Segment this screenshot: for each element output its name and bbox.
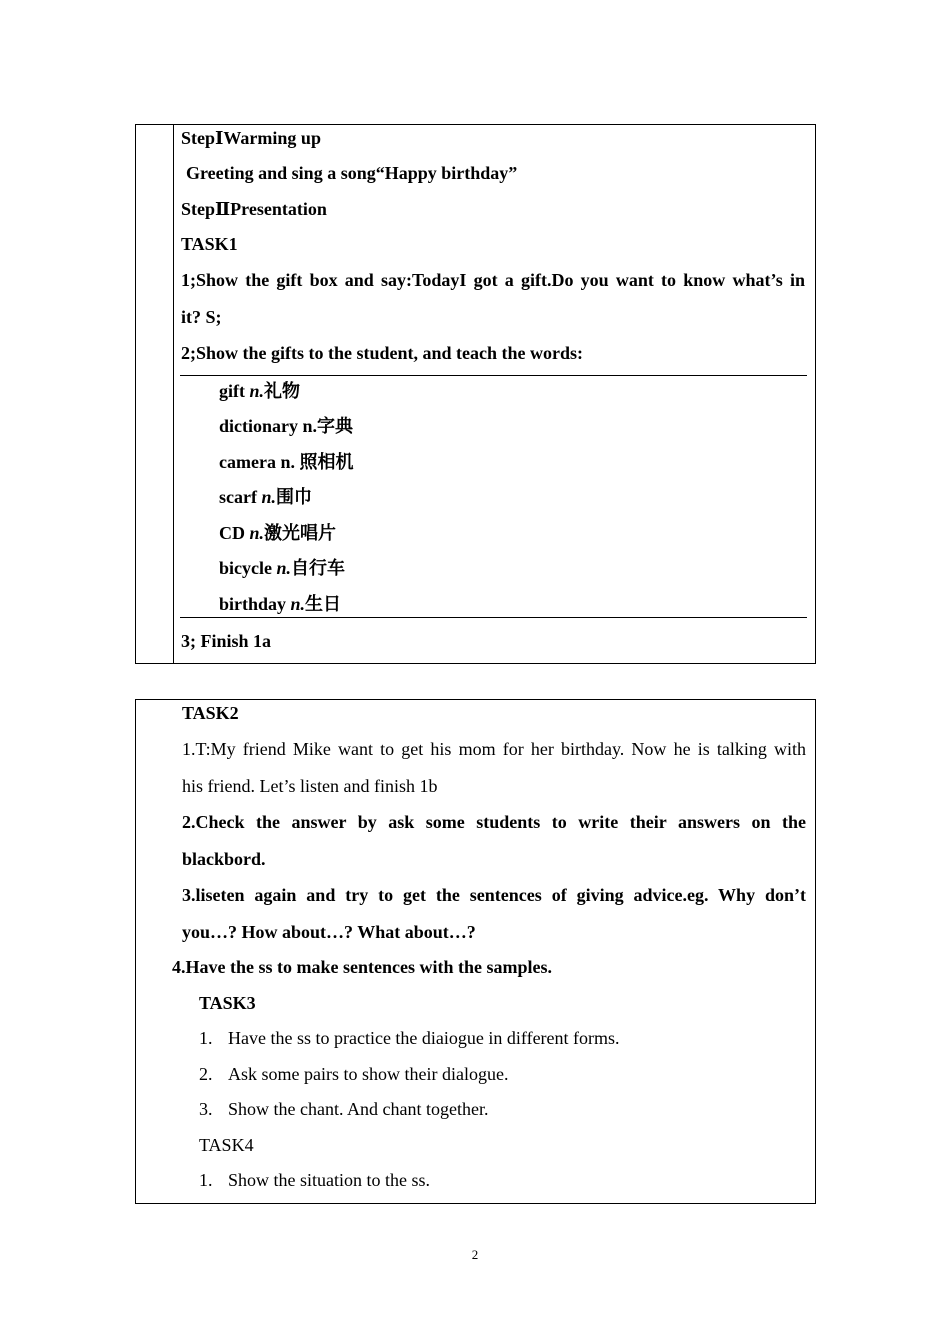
task1-item3: 3; Finish 1a: [181, 631, 272, 651]
task3-heading: TASK3: [199, 993, 256, 1013]
list-item: 3. Show the chant. And chant together.: [199, 1099, 489, 1119]
vocab-item: CD n.激光唱片: [219, 523, 337, 543]
vocab-top-rule: [180, 375, 807, 376]
step1-title: StepⅠWarming up: [181, 128, 321, 148]
task2-heading: TASK2: [182, 703, 239, 723]
task2-p4: 4.Have the ss to make sentences with the samples.: [172, 957, 552, 977]
list-item: 1. Show the situation to the ss.: [199, 1170, 430, 1190]
task4-heading: TASK4: [199, 1135, 254, 1155]
task2-p2-line1: 2.Check the answer by ask some students to write their answers on the: [182, 812, 806, 832]
task1-item1-line2: it? S;: [181, 307, 222, 327]
vocab-item: camera n. 照相机: [219, 452, 354, 472]
task2-p2-line2: blackbord.: [182, 849, 266, 869]
vocab-item: birthday n.生日: [219, 594, 342, 614]
step2-title: StepⅡPresentation: [181, 199, 327, 219]
list-item: 1. Have the ss to practice the diaiogue in different forms.: [199, 1028, 620, 1048]
vocab-item: gift n.礼物: [219, 381, 301, 401]
page-number: 2: [471, 1247, 479, 1262]
task2-p1-line1: 1.T:My friend Mike want to get his mom for her birthday. Now he is talking with: [182, 739, 806, 759]
task1-item2: 2;Show the gifts to the student, and teach the words:: [181, 343, 584, 363]
task2-p1-line2: his friend. Let’s listen and finish 1b: [182, 776, 438, 796]
task2-p3-line1: 3.liseten again and try to get the sentences of giving advice.eg. Why don’t: [182, 885, 806, 905]
task1-heading: TASK1: [181, 234, 238, 254]
list-item: 2. Ask some pairs to show their dialogue.: [199, 1064, 509, 1084]
vocab-item: dictionary n.字典: [219, 416, 354, 436]
vocab-bottom-rule: [180, 617, 807, 618]
vocab-item: bicycle n.自行车: [219, 558, 345, 578]
vocab-item: scarf n.围巾: [219, 487, 312, 507]
task1-item1-line1: 1;Show the gift box and say:TodayI got a gift.Do you want to know what’s in: [181, 270, 805, 290]
task2-p3-line2: you…? How about…? What about…?: [182, 922, 476, 942]
greeting-line: Greeting and sing a song“Happy birthday”: [186, 163, 518, 183]
table-column-divider: [173, 124, 174, 664]
